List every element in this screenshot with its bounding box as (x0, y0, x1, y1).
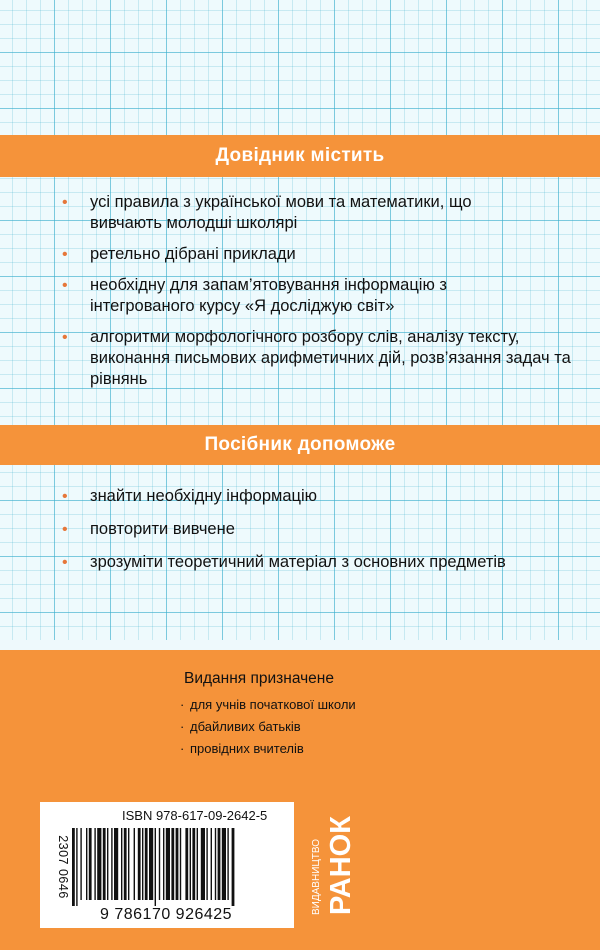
barcode-bar (145, 828, 148, 900)
section-header-helps (0, 425, 600, 465)
ean-number: 9 786170 926425 (100, 906, 233, 923)
barcode-bar (176, 828, 179, 900)
side-number: 2307 0646 (56, 835, 70, 899)
bullet-icon: • (62, 521, 68, 538)
barcode-bar (76, 828, 77, 906)
publisher-logo (305, 790, 360, 920)
barcode-bar (142, 828, 143, 900)
bullet-icon: • (62, 329, 68, 346)
barcode-bar (128, 828, 129, 900)
barcode-bar (206, 828, 207, 900)
bullet-icon: · (180, 719, 185, 734)
audience-item: · для учнів початкової школи (178, 694, 356, 716)
barcode-bar (197, 828, 198, 900)
contents-list (0, 192, 590, 400)
barcode-bar (138, 828, 141, 900)
barcode-bar (149, 828, 153, 900)
barcode-bar (97, 828, 101, 900)
bullet-icon: · (180, 697, 185, 712)
bullet-icon: · (180, 741, 185, 756)
barcode-bar (222, 828, 226, 900)
barcode-bar (232, 828, 235, 906)
bullet-icon: • (62, 488, 68, 505)
barcode-bar (185, 828, 188, 900)
list-item: • усі правила з української мови та математики, що вивчають молодші школярі (62, 193, 472, 232)
list-item: • алгоритми морфологічного розбору слів, аналізу тексту, виконання письмових арифметичних дій, розв’язання задач та рівнянь (62, 328, 571, 388)
audience-item: · провідних вчителів (178, 738, 356, 760)
barcode-bar (159, 828, 160, 900)
publisher-small-text: ВИДАВНИЦТВО (311, 838, 322, 915)
section-title: Довідник містить (215, 145, 385, 166)
publisher-name-text: РАНОК (325, 816, 357, 915)
barcode-bar (171, 828, 174, 900)
barcode-bar (192, 828, 195, 900)
barcode-bar (201, 828, 205, 900)
section-header-contains (0, 135, 600, 177)
barcode-bar (86, 828, 87, 900)
isbn-text: ISBN 978-617-09-2642-5 (122, 808, 268, 823)
barcode-bar (227, 828, 228, 900)
barcode-bar (94, 828, 95, 900)
barcode-bar (134, 828, 135, 900)
audience-title: Видання призначене (184, 670, 334, 687)
audience-item: · дбайливих батьків (178, 716, 356, 738)
bullet-icon: • (62, 194, 68, 211)
barcode-bar (211, 828, 212, 900)
barcode-bar (121, 828, 122, 900)
barcode-bar (103, 828, 106, 900)
bullet-icon: • (62, 554, 68, 571)
barcode-bar (114, 828, 118, 900)
audience-block (178, 670, 356, 760)
barcode-bar (124, 828, 127, 900)
barcode-bar (72, 828, 75, 906)
barcode-bar (155, 828, 156, 906)
list-item: • необхідну для запам’ятовування інформацію з інтегрованого курсу «Я досліджую світ» (62, 276, 447, 315)
barcode-box (40, 802, 294, 928)
list-item: • повторити вивчене (62, 520, 235, 538)
barcode-icon (72, 828, 284, 906)
bullet-icon: • (62, 277, 68, 294)
barcode-bar (180, 828, 181, 900)
list-item: • ретельно дібрані приклади (62, 245, 296, 263)
barcode-bar (111, 828, 112, 900)
barcode-bar (80, 828, 81, 900)
benefits-list (0, 486, 506, 585)
barcode-bar (89, 828, 92, 900)
barcode-bar (107, 828, 108, 900)
barcode-bar (218, 828, 221, 900)
barcode-bar (190, 828, 191, 900)
list-item: • зрозуміти теоретичний матеріал з основних предметів (62, 553, 506, 571)
bullet-icon: • (62, 246, 68, 263)
barcode-bar (163, 828, 164, 900)
section-title: Посібник допоможе (204, 434, 396, 455)
barcode-bar (166, 828, 170, 900)
barcode-bar (215, 828, 216, 900)
list-item: • знайти необхідну інформацію (62, 487, 318, 505)
